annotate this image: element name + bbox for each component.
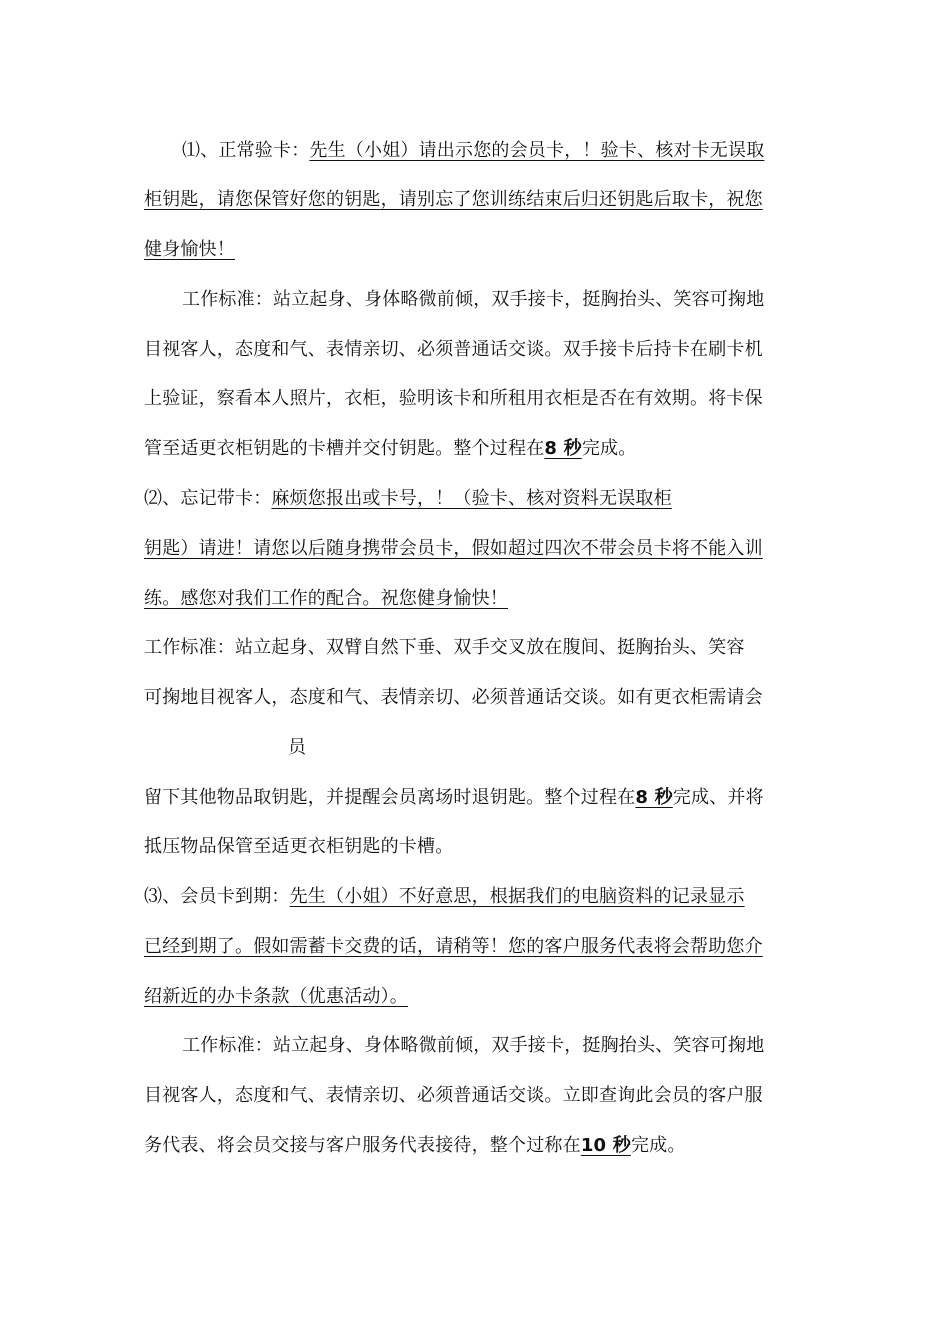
standard-text: 完成。 xyxy=(581,438,637,459)
standard-text: 留下其他物品取钥匙，并提醒会员离场时退钥匙。整个过程在 xyxy=(144,787,636,808)
section-1-script-line: 先生（小姐）请出示您的会员卡，！验卡、核对卡无误取 xyxy=(309,140,765,161)
section-2-script-line: 练。感您对我们工作的配合。祝您健身愉快！ xyxy=(144,588,508,609)
section-3-standard-line: 目视客人，态度和气、表情亲切、必须普通话交谈。立即查询此会员的客户服 xyxy=(144,1085,763,1106)
section-3-standard-line: 工作标准：站立起身、身体略微前倾，双手接卡，挺胸抬头、笑容可掬地 xyxy=(182,1035,765,1056)
section-3-label: ⑶、会员卡到期： xyxy=(144,886,290,907)
time-limit: 8 秒 xyxy=(635,787,673,808)
section-2-orphan-char: 员 xyxy=(288,737,307,758)
section-2-script-line: 麻烦您报出或卡号，！（验卡、核对资料无误取柜 xyxy=(271,488,672,509)
section-3-heading xyxy=(144,885,745,909)
section-1-standard-line: 目视客人，态度和气、表情亲切、必须普通话交谈。双手接卡后持卡在刷卡机 xyxy=(144,339,763,360)
section-1-script-line: 健身愉快！ xyxy=(144,239,235,260)
time-limit: 10 秒 xyxy=(580,1135,631,1156)
section-2-script-line: 钥匙）请进！请您以后随身携带会员卡，假如超过四次不带会员卡将不能入训 xyxy=(144,538,763,559)
section-2-label: ⑵、忘记带卡： xyxy=(144,488,272,509)
section-3-script-line: 已经到期了。假如需蓄卡交费的话，请稍等！您的客户服务代表将会帮助您介 xyxy=(144,936,763,957)
section-2-standard-last-line: 抵压物品保管至适更衣柜钥匙的卡槽。 xyxy=(144,836,454,857)
section-2-standard-line: 可掬地目视客人，态度和气、表情亲切、必须普通话交谈。如有更衣柜需请会 xyxy=(144,687,763,708)
time-limit: 8 秒 xyxy=(544,438,582,459)
section-3-script-line: 绍新近的办卡条款（优惠活动）。 xyxy=(144,986,408,1007)
section-1-heading xyxy=(182,139,764,163)
standard-text: 完成。 xyxy=(630,1135,686,1156)
section-2-heading xyxy=(144,487,672,511)
section-2-standard-line: 工作标准：站立起身、双臂自然下垂、双手交叉放在腹间、挺胸抬头、笑容 xyxy=(144,637,745,658)
standard-text: 管至适更衣柜钥匙的卡槽并交付钥匙。整个过程在 xyxy=(144,438,545,459)
section-1-label: ⑴、正常验卡： xyxy=(182,140,310,161)
section-2-standard-line xyxy=(144,786,764,810)
section-1-standard-line: 上验证，察看本人照片，衣柜，验明该卡和所租用衣柜是否在有效期。将卡保 xyxy=(144,388,763,409)
section-3-script-line: 先生（小姐）不好意思，根据我们的电脑资料的记录显示 xyxy=(289,886,745,907)
standard-text: 务代表、将会员交接与客户服务代表接待，整个过称在 xyxy=(144,1135,581,1156)
standard-text: 完成、并将 xyxy=(672,787,764,808)
section-1-standard-line: 工作标准：站立起身、身体略微前倾，双手接卡，挺胸抬头、笑容可掬地 xyxy=(182,289,765,310)
section-1-standard-last-line xyxy=(144,437,636,461)
section-3-standard-last-line xyxy=(144,1134,686,1158)
section-1-script-line: 柜钥匙，请您保管好您的钥匙，请别忘了您训练结束后归还钥匙后取卡，祝您 xyxy=(144,189,763,210)
